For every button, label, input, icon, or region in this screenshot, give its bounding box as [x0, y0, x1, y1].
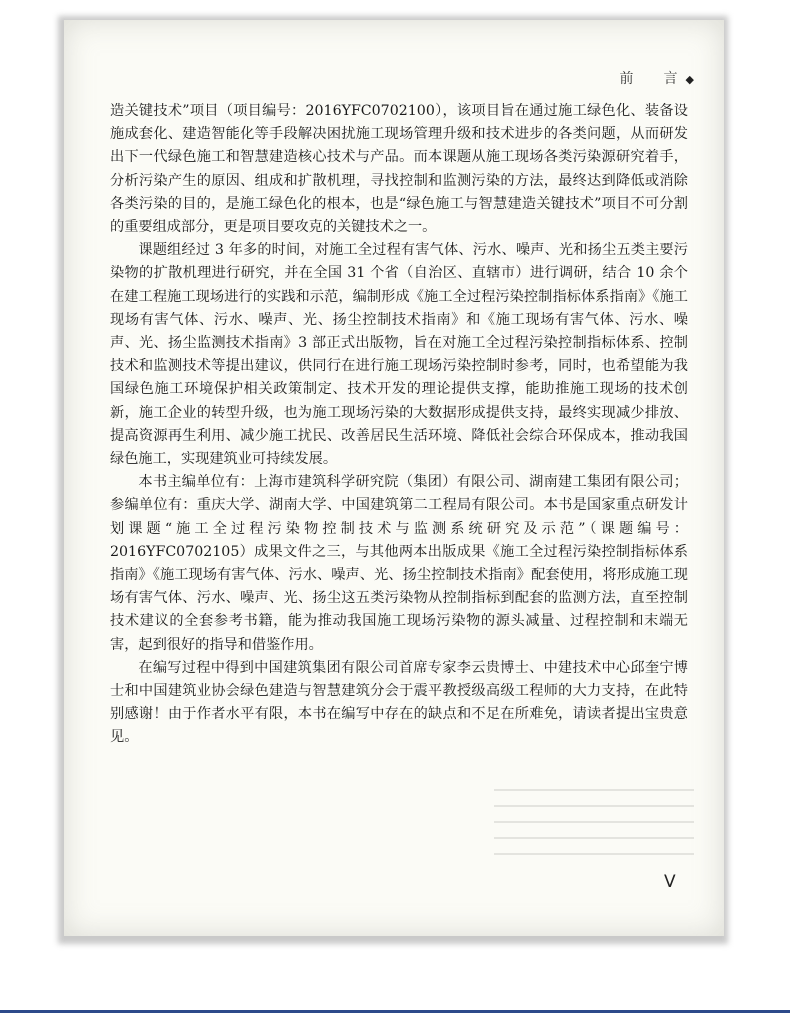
preface-body — [110, 100, 688, 750]
paragraph-editors: 本书主编单位有：上海市建筑科学研究院（集团）有限公司、湖南建工集团有限公司；参编单位有：重庆大学、湖南大学、中国建筑第二工程局有限公司。本书是国家重点研发计划课题“施工全过程污染物控制技术与监测系统研究及示范”（课题编号：2016YFC0702105）成果文件之三，与其他两本出版成果《施工全过程污染控制指标体系指南》《施工现场有害气体、污水、噪声、光、扬尘控制技术指南》配套使用，将形成施工现场有害气体、污水、噪声、光、扬尘这五类污染物从控制指标到配套的监测方法，直至控制技术建议的全套参考书籍，能为推动我国施工现场污染物的源头减量、过程控制和末端无害，起到很好的指导和借鉴作用。 — [110, 474, 688, 653]
paragraph-acknowledgement: 在编写过程中得到中国建筑集团有限公司首席专家李云贵博士、中建技术中心邱奎宁博士和中国建筑业协会绿色建造与智慧建筑分会于震平教授级高级工程师的大力支持，在此特别感谢！由于作者水平有限，本书在编写中存在的缺点和不足在所难免，请读者提出宝贵意见。 — [110, 659, 688, 746]
book-page — [64, 20, 724, 936]
paragraph-research: 课题组经过 3 年多的时间，对施工全过程有害气体、污水、噪声、光和扬尘五类主要污染物的扩散机理进行研究，并在全国 31 个省（自治区、直辖市）进行调研，结合 10 余个在建工程施工现场进行的实践和示范，编制形成《施工全过程污染控制指标体系指南》《施工现场有害气体、污水、噪声、光、扬尘控制技术指南》和《施工现场有害气体、污水、噪声、光、扬尘监测技术指南》3 部正式出版物，旨在对施工全过程污染控制指标体系、控制技术和监测技术等提出建议，供同行在进行施工现场污染控制时参考，同时，也希望能为我国绿色施工环境保护相关政策制定、技术开发的理论提供支撑，能助推施工现场的技术创新，施工企业的转型升级，也为施工现场污染的大数据形成提供支持，最终实现减少排放、提高资源再生利用、减少施工扰民、改善居民生活环境、降低社会综合环保成本，推动我国绿色施工，实现建筑业可持续发展。 — [110, 242, 688, 468]
page-number: V — [664, 872, 676, 892]
paragraph-continued: 造关键技术”项目（项目编号：2016YFC0702100），该项目旨在通过施工绿色化、装备设施成套化、建造智能化等手段解决困扰施工现场管理升级和技术进步的各类问题，从而研发出下一代绿色施工和智慧建造核心技术与产品。而本课题从施工现场各类污染源研究着手，分析污染产生的原因、组成和扩散机理，寻找控制和监测污染的方法，最终达到降低或消除各类污染的目的，是施工绿色化的根本，也是“绿色施工与智慧建造关键技术”项目不可分割的重要组成部分，更是项目要攻克的关键技术之一。 — [110, 103, 688, 236]
header-title: 前 言 — [619, 71, 686, 87]
diamond-icon: ◆ — [685, 73, 694, 86]
running-header — [620, 68, 694, 88]
